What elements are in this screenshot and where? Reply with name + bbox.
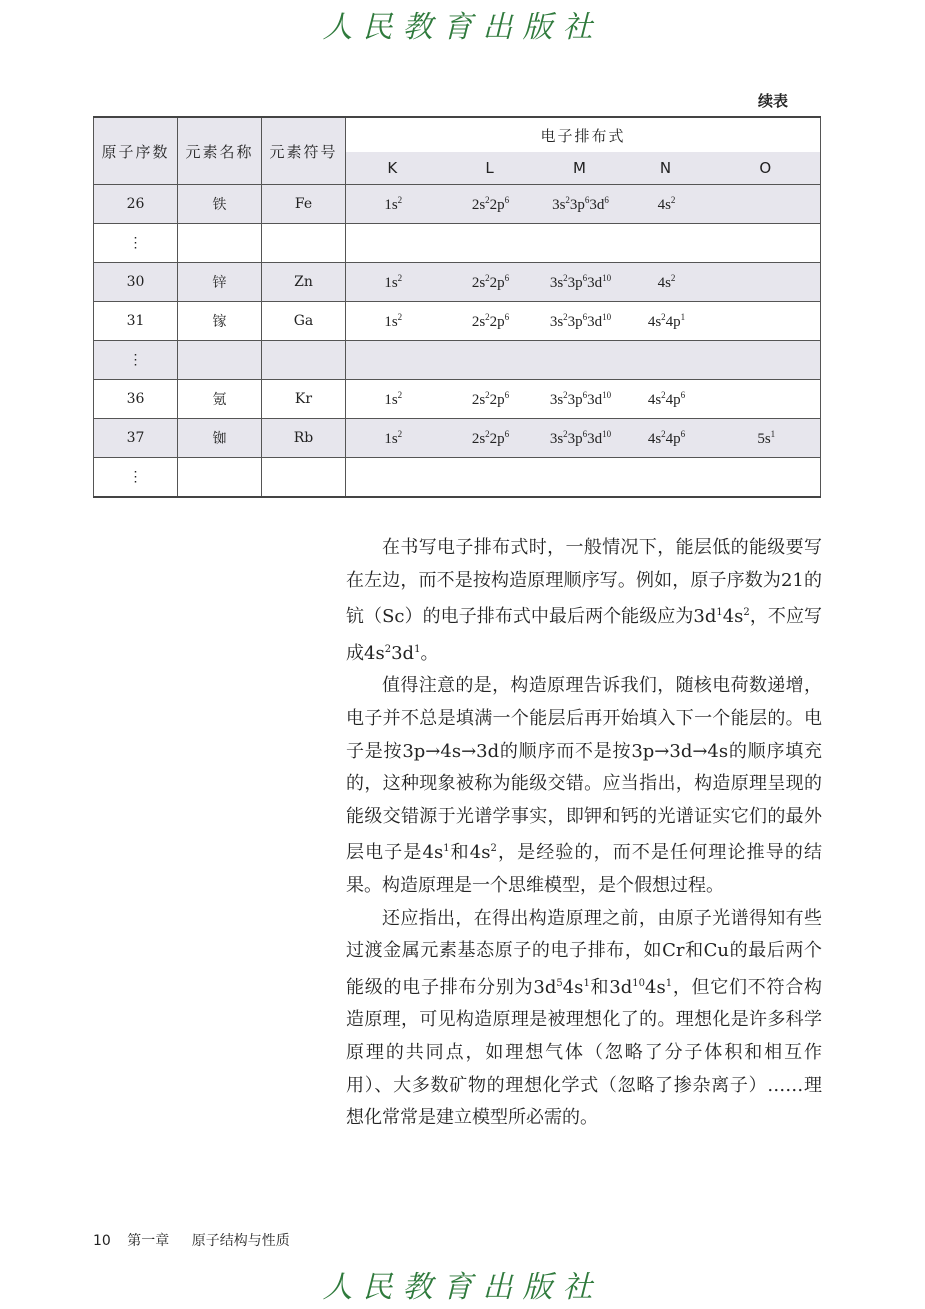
cell-shell-n: $4s^2$ bbox=[621, 185, 713, 224]
body-text bbox=[346, 532, 822, 1135]
cell-shell-k: $1s^2$ bbox=[346, 419, 441, 458]
header-shell-m: M bbox=[541, 152, 621, 185]
cell-shell-o bbox=[713, 380, 821, 419]
cell-element-symbol: Kr bbox=[262, 380, 346, 419]
cell-shell-n: $4s^24p^6$ bbox=[621, 419, 713, 458]
cell-atomic-number: 36 bbox=[94, 380, 178, 419]
cell-element-symbol: Rb bbox=[262, 419, 346, 458]
cell-shell-l: $2s^22p^6$ bbox=[441, 302, 541, 341]
cell-shell-m bbox=[541, 224, 621, 263]
cell-atomic-number: 37 bbox=[94, 419, 178, 458]
cell-element-symbol bbox=[262, 458, 346, 498]
header-electron-configuration: 电子排布式 bbox=[346, 117, 821, 152]
cell-shell-l: $2s^22p^6$ bbox=[441, 419, 541, 458]
header-shell-n: N bbox=[621, 152, 713, 185]
cell-shell-k: $1s^2$ bbox=[346, 185, 441, 224]
table-row bbox=[94, 341, 821, 380]
cell-shell-m bbox=[541, 341, 621, 380]
cell-element-name bbox=[178, 458, 262, 498]
cell-shell-o bbox=[713, 185, 821, 224]
cell-atomic-number: ⋮ bbox=[94, 341, 178, 380]
cell-shell-o bbox=[713, 341, 821, 380]
table-row bbox=[94, 302, 821, 341]
publisher-logo-top: 人民教育出版社 bbox=[322, 10, 603, 45]
cell-element-name bbox=[178, 224, 262, 263]
continued-table-label: 续表 bbox=[758, 92, 789, 110]
cell-element-symbol: Fe bbox=[262, 185, 346, 224]
header-element-name: 元素名称 bbox=[178, 117, 262, 185]
cell-element-symbol bbox=[262, 341, 346, 380]
paragraph-1: 在书写电子排布式时，一般情况下，能层低的能级要写在左边，而不是按构造原理顺序写。例如，原子序数为21的钪（Sc）的电子排布式中最后两个能级应为$3d^14s^2$，不应写成$4s^23d^1$。 bbox=[346, 537, 822, 664]
table-row bbox=[94, 380, 821, 419]
paragraph-2: 值得注意的是，构造原理告诉我们，随核电荷数递增，电子并不总是填满一个能层后再开始填入下一个能层的。电子是按3p→4s→3d的顺序而不是按3p→3d→4s的顺序填充的，这种现象被称为能级交错。应当指出，构造原理呈现的能级交错源于光谱学事实，即钾和钙的光谱证实它们的最外层电子是$4s^1$和$4s^2$，是经验的，而不是任何理论推导的结果。构造原理是一个思维模型，是个假想过程。 bbox=[346, 675, 822, 896]
table-row bbox=[94, 458, 821, 498]
table-row bbox=[94, 263, 821, 302]
cell-atomic-number: 26 bbox=[94, 185, 178, 224]
cell-shell-o bbox=[713, 458, 821, 498]
cell-element-symbol: Ga bbox=[262, 302, 346, 341]
cell-shell-l: $2s^22p^6$ bbox=[441, 263, 541, 302]
header-shell-k: K bbox=[346, 152, 441, 185]
cell-shell-m: $3s^23p^63d^{10}$ bbox=[541, 380, 621, 419]
cell-shell-o: $5s^1$ bbox=[713, 419, 821, 458]
table-row bbox=[94, 419, 821, 458]
cell-element-symbol: Zn bbox=[262, 263, 346, 302]
cell-element-name: 铷 bbox=[178, 419, 262, 458]
cell-shell-o bbox=[713, 224, 821, 263]
cell-atomic-number: 31 bbox=[94, 302, 178, 341]
header-atomic-number: 原子序数 bbox=[94, 117, 178, 185]
header-shell-l: L bbox=[441, 152, 541, 185]
cell-shell-m: $3s^23p^63d^{10}$ bbox=[541, 302, 621, 341]
cell-shell-k: $1s^2$ bbox=[346, 263, 441, 302]
cell-shell-n bbox=[621, 458, 713, 498]
paragraph-3: 还应指出，在得出构造原理之前，由原子光谱得知有些过渡金属元素基态原子的电子排布，如Cr和Cu的最后两个能级的电子排布分别为$3d^54s^1$和$3d^{10}4s^1$，但它们不符合构造原理，可见构造原理是被理想化了的。理想化是许多科学原理的共同点，如理想气体（忽略了分子体积和相互作用）、大多数矿物的理想化学式（忽略了掺杂离子）……理想化常常是建立模型所必需的。 bbox=[346, 907, 822, 1129]
cell-shell-k: $1s^2$ bbox=[346, 302, 441, 341]
cell-shell-m bbox=[541, 458, 621, 498]
cell-atomic-number: ⋮ bbox=[94, 224, 178, 263]
cell-shell-l: $2s^22p^6$ bbox=[441, 185, 541, 224]
cell-shell-l bbox=[441, 341, 541, 380]
cell-shell-l bbox=[441, 224, 541, 263]
table-row bbox=[94, 224, 821, 263]
cell-shell-n bbox=[621, 224, 713, 263]
page-number: 10 bbox=[93, 1233, 111, 1249]
cell-shell-k bbox=[346, 458, 441, 498]
cell-shell-l: $2s^22p^6$ bbox=[441, 380, 541, 419]
chapter-title: 原子结构与性质 bbox=[191, 1233, 290, 1249]
cell-shell-k bbox=[346, 224, 441, 263]
cell-shell-l bbox=[441, 458, 541, 498]
cell-shell-n bbox=[621, 341, 713, 380]
cell-shell-o bbox=[713, 263, 821, 302]
cell-element-name bbox=[178, 341, 262, 380]
cell-shell-n: $4s^2$ bbox=[621, 263, 713, 302]
header-element-symbol: 元素符号 bbox=[262, 117, 346, 185]
cell-element-name: 铁 bbox=[178, 185, 262, 224]
publisher-logo-bottom: 人民教育出版社 bbox=[322, 1270, 603, 1305]
cell-shell-n: $4s^24p^1$ bbox=[621, 302, 713, 341]
cell-shell-o bbox=[713, 302, 821, 341]
cell-element-name: 氪 bbox=[178, 380, 262, 419]
cell-atomic-number: 30 bbox=[94, 263, 178, 302]
cell-element-symbol bbox=[262, 224, 346, 263]
cell-shell-m: $3s^23p^63d^{10}$ bbox=[541, 263, 621, 302]
cell-shell-k: $1s^2$ bbox=[346, 380, 441, 419]
electron-configuration-table bbox=[93, 116, 821, 498]
cell-shell-n: $4s^24p^6$ bbox=[621, 380, 713, 419]
chapter-number: 第一章 bbox=[127, 1233, 170, 1249]
cell-shell-k bbox=[346, 341, 441, 380]
cell-element-name: 锌 bbox=[178, 263, 262, 302]
page-footer bbox=[93, 1230, 290, 1250]
cell-atomic-number: ⋮ bbox=[94, 458, 178, 498]
cell-element-name: 镓 bbox=[178, 302, 262, 341]
cell-shell-m: $3s^23p^63d^6$ bbox=[541, 185, 621, 224]
table-row bbox=[94, 185, 821, 224]
header-shell-o: O bbox=[713, 152, 821, 185]
cell-shell-m: $3s^23p^63d^{10}$ bbox=[541, 419, 621, 458]
